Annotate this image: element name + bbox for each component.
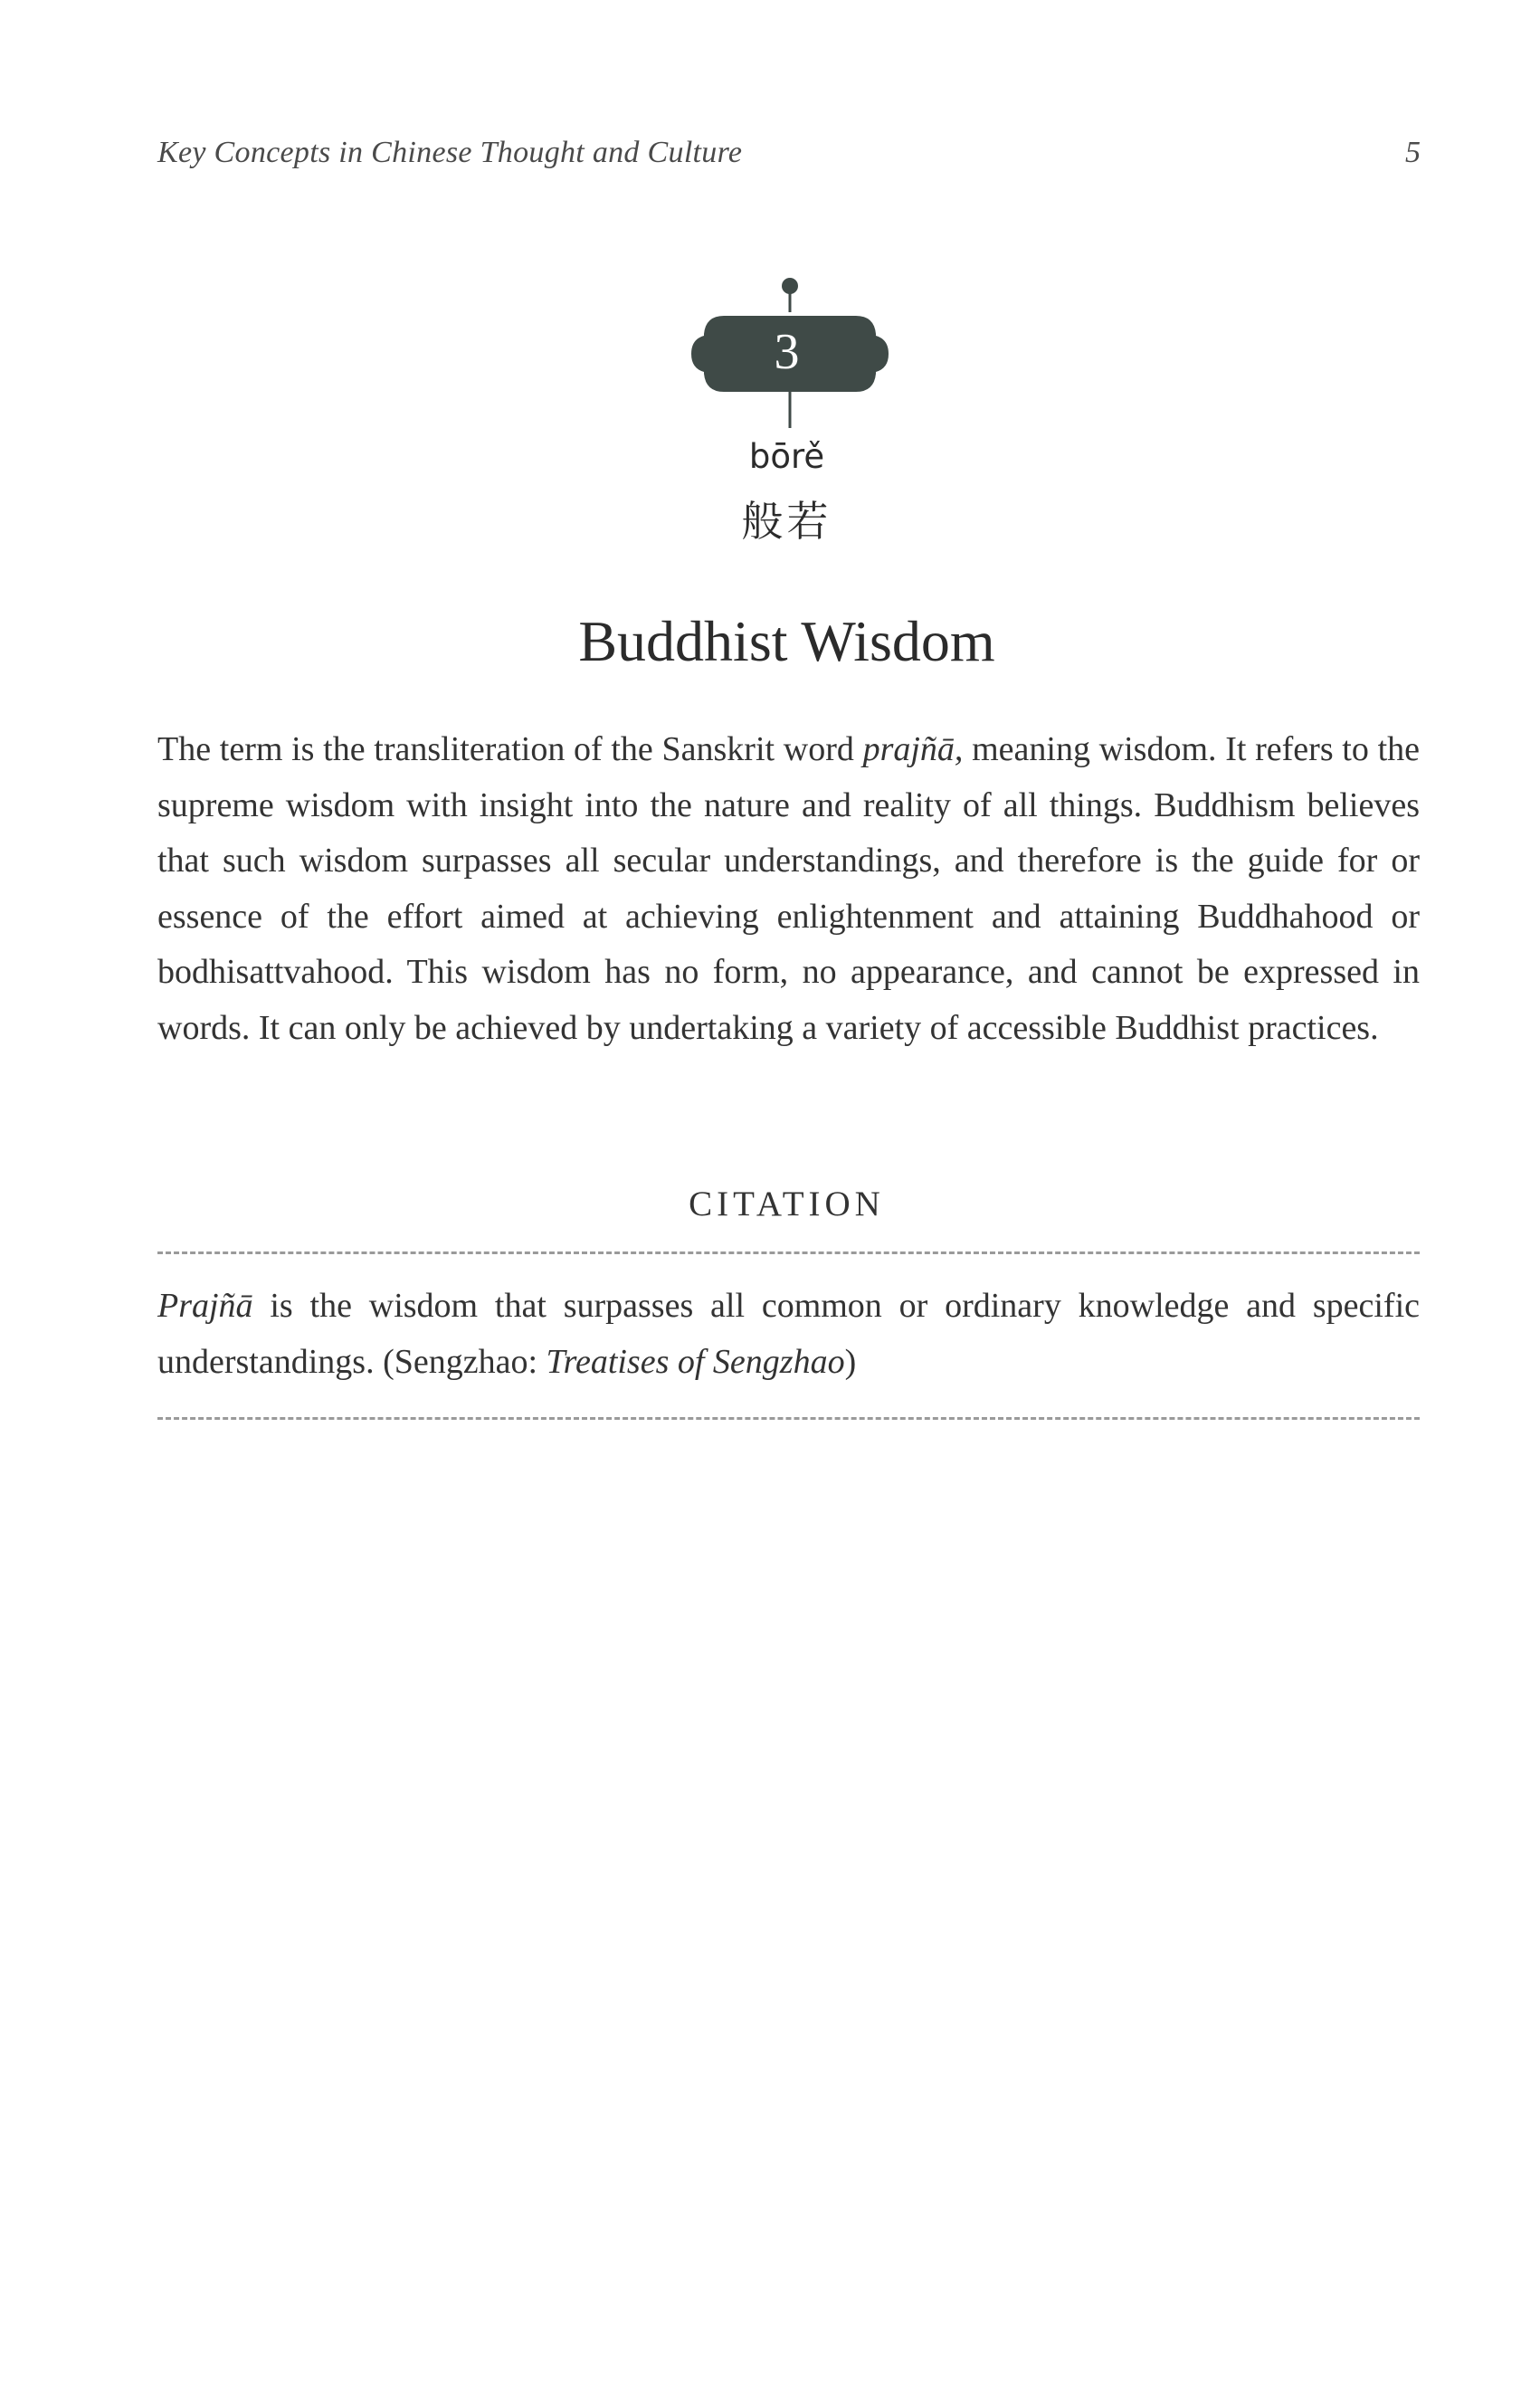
citation-source: Treatises of Sengzhao [546,1342,845,1381]
citation-bottom-divider [157,1417,1420,1420]
body-text-start: The term is the transliteration of the Sanskrit word [157,730,863,768]
citation-heading: CITATION [689,1185,885,1223]
citation-top-divider [157,1251,1420,1254]
citation-text: is the wisdom that surpasses all common or ordinary knowledge and specific understandings. (Sengzhao: [157,1287,1420,1381]
body-text-rest: meaning wisdom. It refers to the supreme wisdom with insight into the nature and reality of all things. Buddhism believes that such wisdom surpasses all secular understandings, and therefore is the guide for or essence of the effort aimed at achieving enlightenment and attaining Buddhahood or bodhisattvahood. This wisdom has no form, no appearance, and cannot be expressed in words. It can only be achieved by undertaking a variety of accessible Buddhist practices. [157,730,1420,1047]
entry-number-badge [0,276,1540,430]
entry-number: 3 [774,324,800,380]
citation-close: ) [844,1342,857,1381]
entry-pinyin: bōrě [748,437,825,476]
entry-title: Buddhist Wisdom [578,609,995,673]
body-term-prajna: prajñā, [862,730,964,768]
citation-term: Prajñā [157,1287,253,1325]
page-number: 5 [1405,136,1421,169]
entry-hanzi: 般若 [741,497,832,546]
entry-body-paragraph [157,722,1420,1056]
running-head: Key Concepts in Chinese Thought and Culture [157,136,743,169]
citation-paragraph [157,1279,1420,1390]
